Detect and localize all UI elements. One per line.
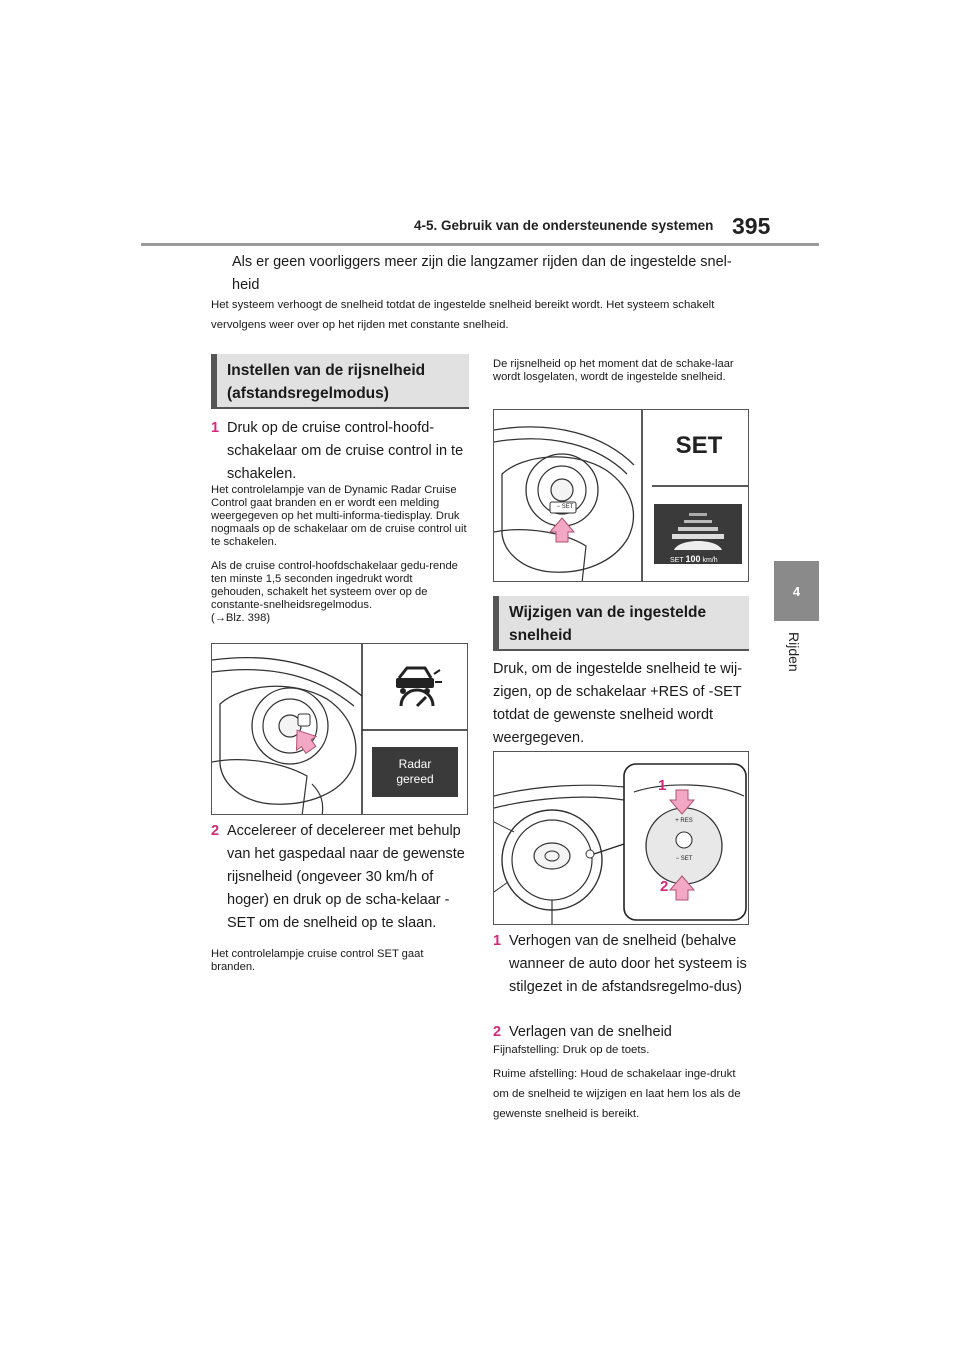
step-1-number: 1 [211,420,220,436]
speed-readout-prefix: SET [670,557,684,564]
step-2-text: Accelereer of decelereer met behulp van het gaspedaal naar de gewenste rijsnelheid (ongeveer 30 km/h of hoger) en druk op de scha-kelaar -SET om de snelheid op te slaan. [227,823,465,931]
note-hold-switch [211,560,467,625]
radar-ready-line-2: gereed [396,772,434,786]
section-heading-set-speed: Instellen van de rijsnelheid (afstandsregelmodus) [211,354,469,408]
coarse-adjustment-note: Ruime afstelling: Houd de schakelaar inge-drukt om de snelheid te wijzigen en laat hem los als de gewenste snelheid is bereikt. [493,1068,741,1120]
item-2-text: Verlagen van de snelheid [509,1024,672,1040]
intro-line: Als er geen voorliggers meer zijn die langzamer rijden dan de ingestelde snel-heid [232,254,732,293]
section-heading-change-speed: Wijzigen van de ingestelde snelheid [493,596,749,650]
item-increase [493,930,751,999]
figure-main-switch [211,643,468,815]
radar-ready-display [372,747,458,797]
note-set-speed: De rijsnelheid op het moment dat de schake-laar wordt losgelaten, wordt de ingestelde snelheid. [493,358,734,383]
page-reference: (→Blz. 398) [211,612,271,624]
figure-set-switch [493,409,749,582]
radar-cruise-icon [393,664,443,708]
res-label: + RES [675,818,693,824]
note-hold-switch-text: Als de cruise control-hoofdschakelaar gedu-rende ten minste 1,5 seconden ingedrukt wordt gehouden, schakelt het systeem over op de constante-snelheidsregelmodus. [211,560,458,611]
set-switch-label: − SET [556,504,574,510]
chapter-label: Rijden [786,632,802,672]
speed-readout-value: 100 [685,554,701,564]
speed-readout-unit: km/h [702,557,718,564]
chapter-tab: 4 [774,561,819,621]
note-indicator-lights: Het controlelampje van de Dynamic Radar Cruise Control gaat branden en er wordt een melding weergegeven op het multi-informa-tiedisplay. Druk nogmaals op de schakelaar om de cruise control uit te schakelen. [211,484,467,548]
speed-readout [670,554,740,564]
set-indicator-text: SET [675,432,723,459]
radar-ready-line-1: Radar [398,757,432,771]
item-1-number: 1 [493,933,502,949]
fine-adjustment-note: Fijnafstelling: Druk op de toets. [493,1044,650,1056]
page-number: 395 [732,213,771,239]
callout-1: 1 [658,777,667,794]
section-header-title: 4-5. Gebruik van de ondersteunende systemen [414,218,714,233]
figure-res-set-switch [493,751,749,925]
change-speed-paragraph: Druk, om de ingestelde snelheid te wij-zigen, op de schakelaar +RES of -SET totdat de gewenste snelheid wordt weergegeven. [493,661,743,746]
dashboard-illustration [494,752,749,925]
step-2-number: 2 [211,823,220,839]
item-1-text: Verhogen van de snelheid (behalve wanneer de auto door het systeem is stilgezet in de afstandsregelmo-dus) [509,933,747,995]
step-2 [211,820,466,935]
step-1 [211,417,466,486]
item-2-number: 2 [493,1024,502,1040]
note-set-lamp: Het controlelampje cruise control SET gaat branden. [211,948,424,973]
step-1-text: Druk op de cruise control-hoofd-schakelaar om de cruise control in te schakelen. [227,420,464,482]
callout-2: 2 [660,878,669,895]
intro-note: Het systeem verhoogt de snelheid totdat de ingestelde snelheid bereikt wordt. Het systeem schakelt vervolgens weer over op het rijden met constante snelheid. [211,299,715,331]
set-label: − SET [675,856,693,862]
header-rule [141,243,819,246]
